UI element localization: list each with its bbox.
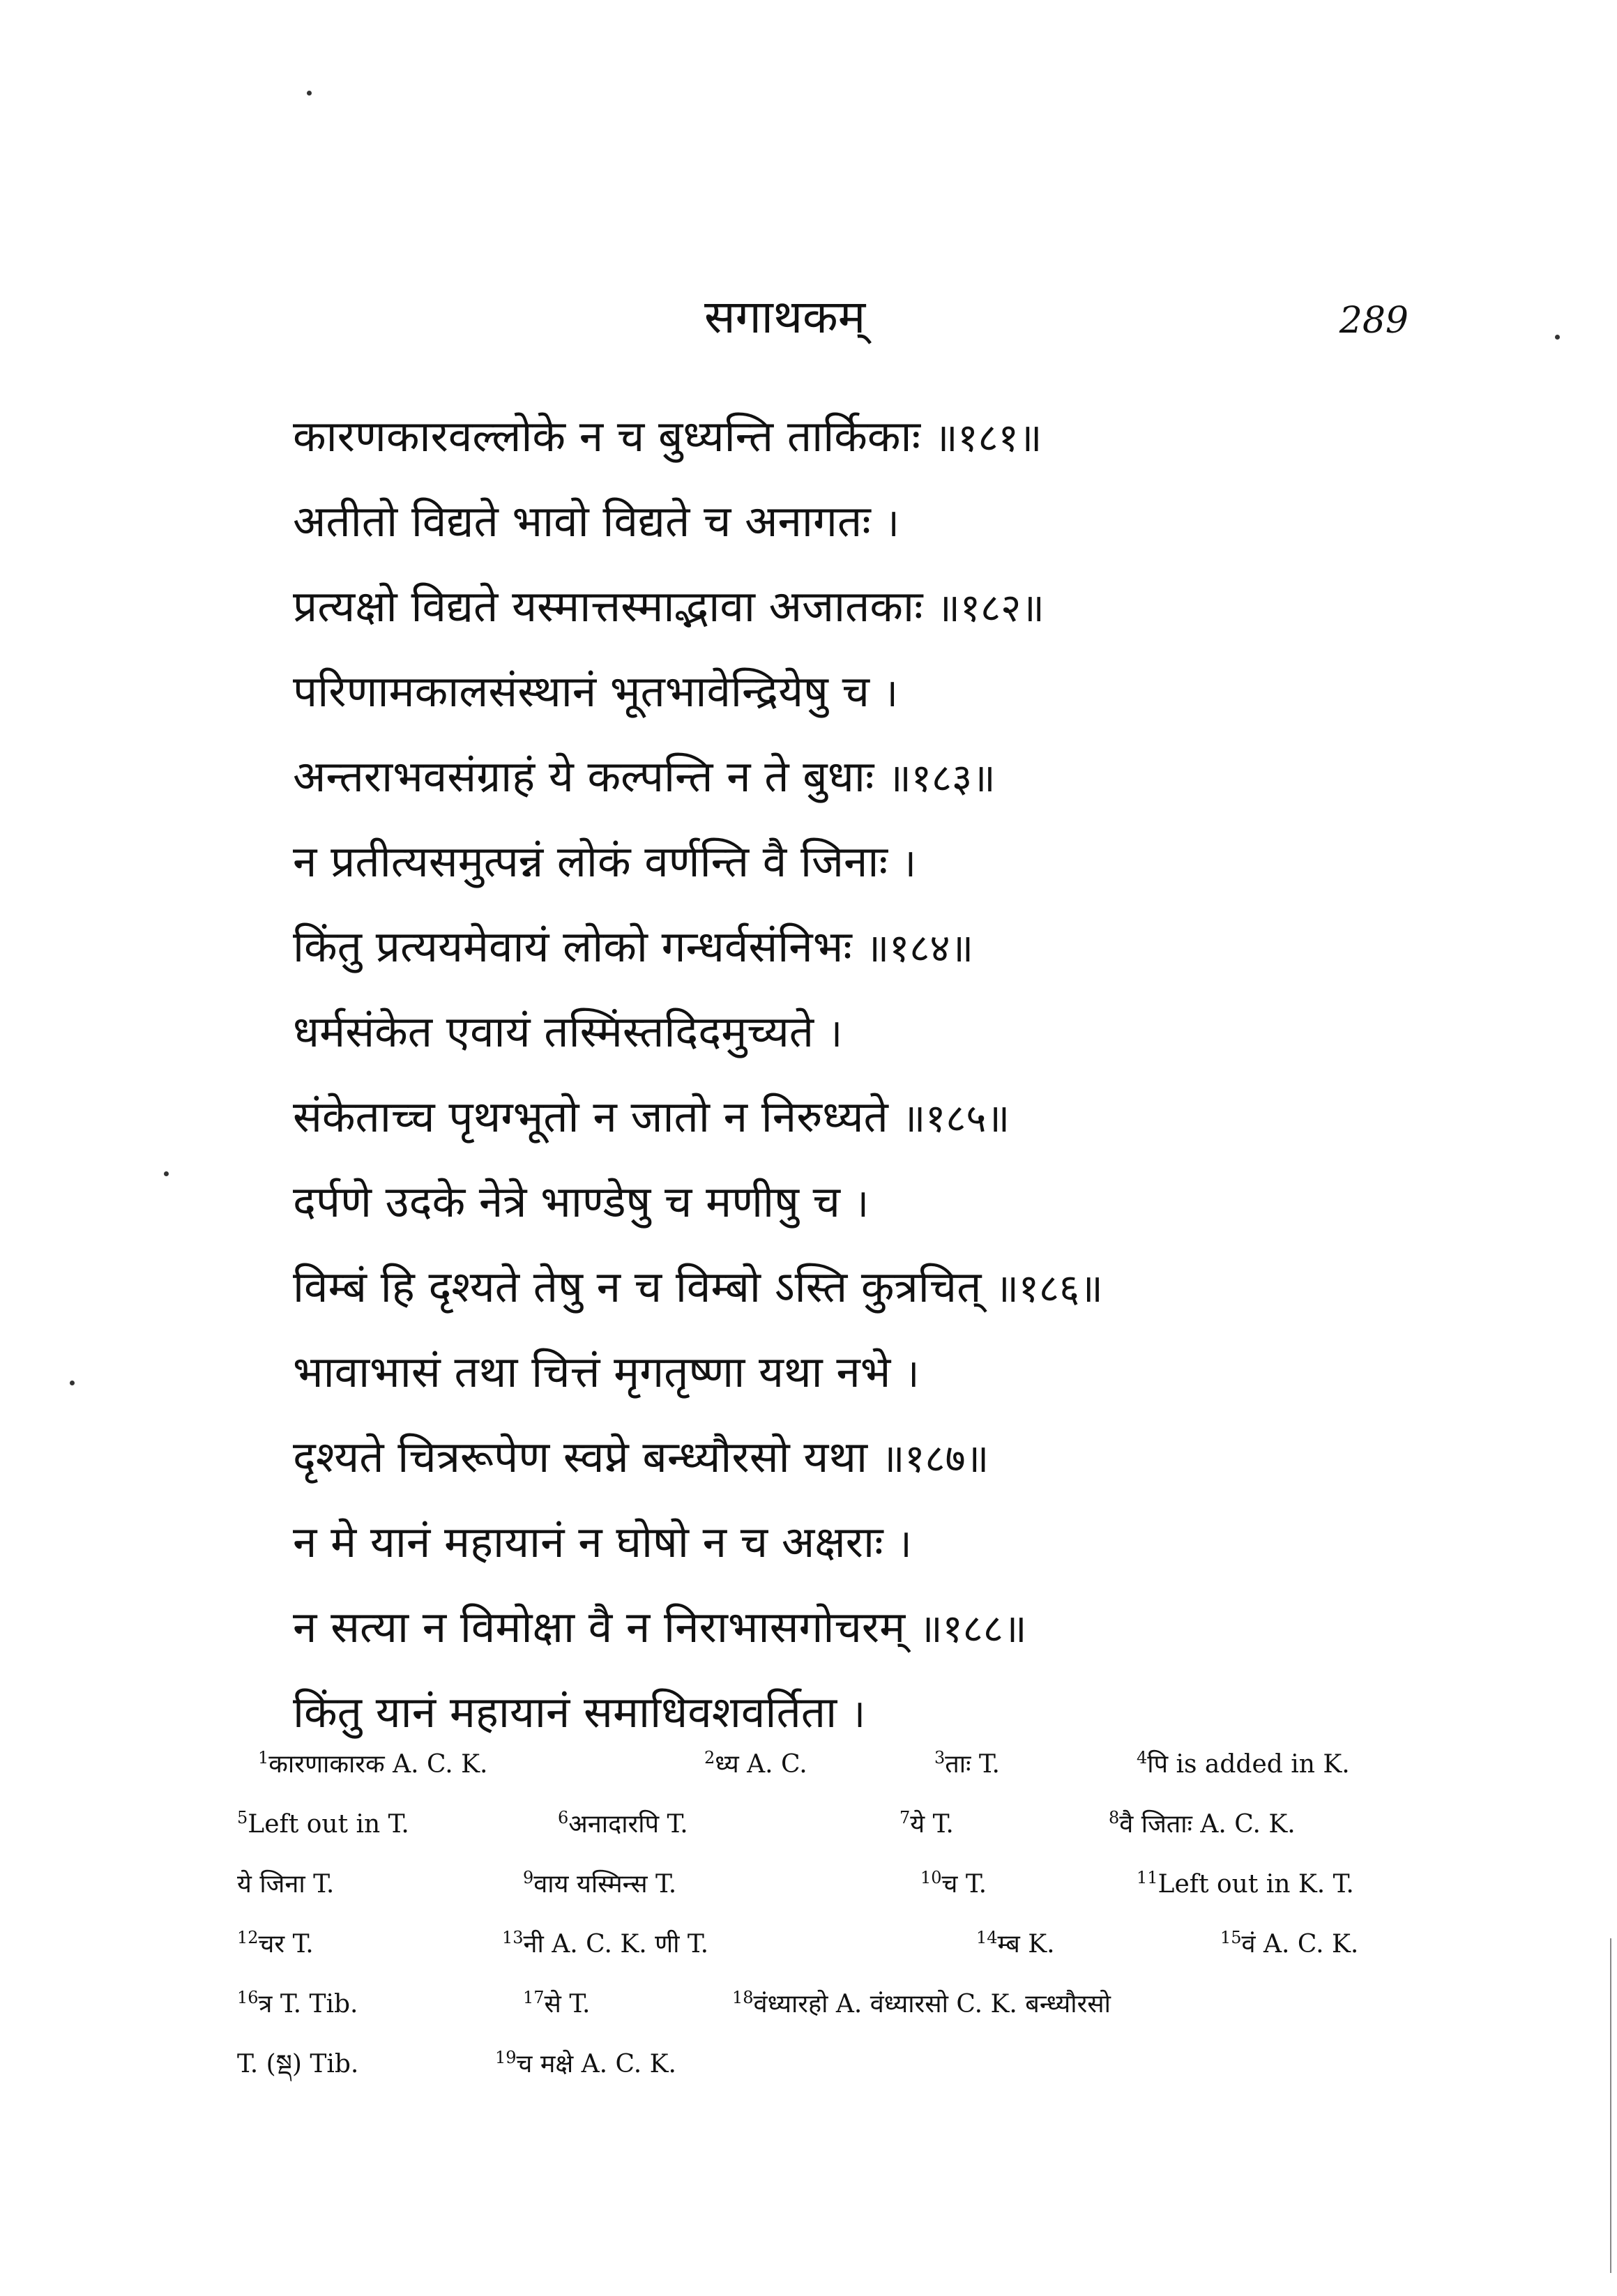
verse-block — [293, 394, 1409, 1755]
footnote — [237, 1915, 314, 1975]
footnote-text: त्र T. Tib. — [258, 1990, 358, 2018]
verse-marker: । — [901, 841, 916, 886]
footnote — [934, 1735, 1000, 1795]
footnote-number: 18 — [732, 1988, 754, 2007]
verse-line — [293, 649, 1409, 734]
verse-line — [293, 734, 1409, 819]
verse-text: धर्मसंकेत एवायं तस्मिंस्तदिदमुच्यते — [293, 1006, 814, 1057]
footnote-text: वै जिताः A. C. K. — [1119, 1810, 1296, 1839]
footnote-row — [237, 1795, 1415, 1855]
footnote-text: से T. — [544, 1990, 591, 2018]
verse-line — [293, 1500, 1409, 1585]
footnote-text: चर T. — [258, 1930, 314, 1959]
footnote-row — [237, 2035, 1415, 2094]
footnote-number: 10 — [920, 1868, 942, 1887]
footnote-text: च T. — [941, 1870, 987, 1899]
verse-text: अन्तराभवसंग्राहं ये कल्पन्ति न ते बुधाः — [293, 751, 874, 802]
verse-line — [293, 1245, 1409, 1330]
footnote — [523, 1975, 591, 2035]
verse-line — [293, 1330, 1409, 1415]
footnote — [523, 1855, 676, 1915]
verse-marker: ॥१८२॥ — [936, 586, 1045, 631]
paper-speck — [1555, 335, 1560, 340]
footnote-text: ये जिना T. — [237, 1870, 335, 1899]
verse-text: दृश्यते चित्ररूपेण स्वप्ने बन्ध्यौरसो यथा — [293, 1431, 868, 1482]
verse-text: न मे यानं महायानं न घोषो न च अक्षराः — [293, 1516, 883, 1567]
footnote — [502, 1915, 708, 1975]
footnote — [1137, 1735, 1350, 1795]
footnote — [237, 2035, 358, 2094]
footnote — [1109, 1795, 1296, 1855]
verse-marker: ॥१८४॥ — [865, 926, 973, 971]
footnote-number: 19 — [495, 2048, 517, 2067]
footnote-text: वं A. C. K. — [1241, 1930, 1359, 1959]
footnote — [558, 1795, 688, 1855]
verse-text: किंतु यानं महायानं समाधिवशवर्तिता — [293, 1687, 837, 1738]
footnote-number: 1 — [258, 1748, 269, 1767]
footnote-text: कारणाकारक A. C. K. — [268, 1750, 488, 1779]
footnote-text: ध्य A. C. — [715, 1750, 807, 1779]
verse-marker: ॥१८७॥ — [881, 1436, 989, 1482]
footnote-text: अनादारपि T. — [568, 1810, 688, 1839]
verse-marker: । — [883, 671, 898, 716]
running-title: सगाथकम् — [704, 290, 866, 344]
footnote — [1137, 1855, 1354, 1915]
footnote-number: 4 — [1137, 1748, 1148, 1767]
footnote-text: ताः T. — [945, 1750, 1001, 1779]
verse-text: किंतु प्रत्ययमेवायं लोको गन्धर्वसंनिभः — [293, 921, 852, 972]
footnote-number: 11 — [1137, 1868, 1158, 1887]
footnote-text: वंध्यारहो A. वंध्यारसो C. K. बन्ध्यौरसो — [753, 1990, 1111, 2018]
footnote-number: 15 — [1220, 1928, 1242, 1947]
footnote — [237, 1975, 358, 2035]
verse-marker: । — [827, 1011, 843, 1056]
footnote-number: 6 — [558, 1808, 569, 1827]
footnote-number: 8 — [1109, 1808, 1120, 1827]
verse-line — [293, 479, 1409, 564]
verse-text: भावाभासं तथा चित्तं मृगतृष्णा यथा नभे — [293, 1346, 891, 1397]
footnote-number: 17 — [523, 1988, 545, 2007]
footnote-row — [237, 1915, 1415, 1975]
footnote-text: ये T. — [910, 1810, 954, 1839]
footnote-number: 3 — [934, 1748, 946, 1767]
verse-line — [293, 904, 1409, 989]
footnote-text: T. (སྡ) Tib. — [237, 2050, 359, 2078]
footnote — [704, 1735, 807, 1795]
running-header — [293, 279, 1409, 356]
verse-line — [293, 394, 1409, 479]
verse-text: संकेताच्च पृथग्भूतो न जातो न निरुध्यते — [293, 1091, 888, 1142]
verse-text: परिणामकालसंस्थानं भूतभावेन्द्रियेषु च — [293, 666, 870, 717]
footnote-row — [237, 1735, 1415, 1795]
footnote — [258, 1735, 488, 1795]
verse-marker: । — [897, 1521, 912, 1567]
footnote — [732, 1975, 1111, 2035]
footnote-row — [237, 1855, 1415, 1915]
verse-text: अतीतो विद्यते भावो विद्यते च अनागतः — [293, 496, 871, 547]
footnote — [237, 1855, 334, 1915]
footnote-number: 12 — [237, 1928, 259, 1947]
footnote-number: 16 — [237, 1988, 259, 2007]
footnote — [1220, 1915, 1358, 1975]
verse-line — [293, 564, 1409, 649]
footnote-text: पि is added in K. — [1147, 1750, 1350, 1779]
footnote — [920, 1855, 987, 1915]
footnote-number: 5 — [237, 1808, 248, 1827]
verse-marker: । — [850, 1691, 866, 1737]
footnote-number: 14 — [976, 1928, 998, 1947]
verse-line — [293, 819, 1409, 904]
footnote — [495, 2035, 676, 2094]
verse-marker: । — [904, 1351, 920, 1397]
verse-marker: ॥१८३॥ — [888, 756, 996, 801]
footnote-number: 2 — [704, 1748, 715, 1767]
verse-line — [293, 1074, 1409, 1160]
footnote-text: च मक्षे A. C. K. — [516, 2050, 677, 2078]
footnote — [237, 1795, 409, 1855]
verse-text: कारणकारवल्लोके न च बुध्यन्ति तार्किकाः — [293, 411, 921, 462]
footnote-text: Left out in K. T. — [1157, 1870, 1354, 1899]
verse-line — [293, 989, 1409, 1074]
paper-speck — [307, 91, 312, 96]
verse-marker: ॥१८६॥ — [995, 1266, 1103, 1312]
paper-speck — [164, 1171, 169, 1176]
verse-text: विम्बं हि दृश्यते तेषु न च विम्बो ऽस्ति कुत्रचित् — [293, 1261, 982, 1312]
footnote-text: वाय यस्मिन्स T. — [533, 1870, 677, 1899]
footnote-number: 7 — [899, 1808, 911, 1827]
page-edge-shadow — [1610, 1938, 1611, 2273]
footnote-text: नी A. C. K. णी T. — [523, 1930, 709, 1959]
footnote-number: 9 — [523, 1868, 534, 1887]
footnote-number: 13 — [502, 1928, 524, 1947]
verse-marker: । — [853, 1181, 869, 1226]
footnote-text: Left out in T. — [248, 1810, 409, 1839]
verse-text: प्रत्यक्षो विद्यते यस्मात्तस्माद्भावा अजातकाः — [293, 581, 923, 632]
verse-line — [293, 1160, 1409, 1245]
verse-text: न सत्या न विमोक्षा वै न निराभासगोचरम् — [293, 1602, 906, 1652]
verse-line — [293, 1415, 1409, 1500]
page-number: 289 — [1339, 300, 1409, 342]
verse-text: दर्पणे उदके नेत्रे भाण्डेषु च मणीषु च — [293, 1176, 840, 1227]
footnote-text: म्ब K. — [997, 1930, 1055, 1959]
footnote — [976, 1915, 1055, 1975]
verse-marker: ॥१८८॥ — [918, 1606, 1027, 1652]
footnote — [899, 1795, 954, 1855]
footnote-row — [237, 1975, 1415, 2035]
verse-marker: ॥१८१॥ — [934, 416, 1042, 461]
verse-marker: ॥१८५॥ — [902, 1096, 1010, 1141]
verse-text: न प्रतीत्यसमुत्पन्नं लोकं वर्णन्ति वै जिनाः — [293, 836, 888, 887]
footnotes — [237, 1735, 1415, 2094]
paper-speck — [70, 1381, 75, 1385]
verse-line — [293, 1585, 1409, 1670]
verse-marker: । — [884, 501, 899, 546]
